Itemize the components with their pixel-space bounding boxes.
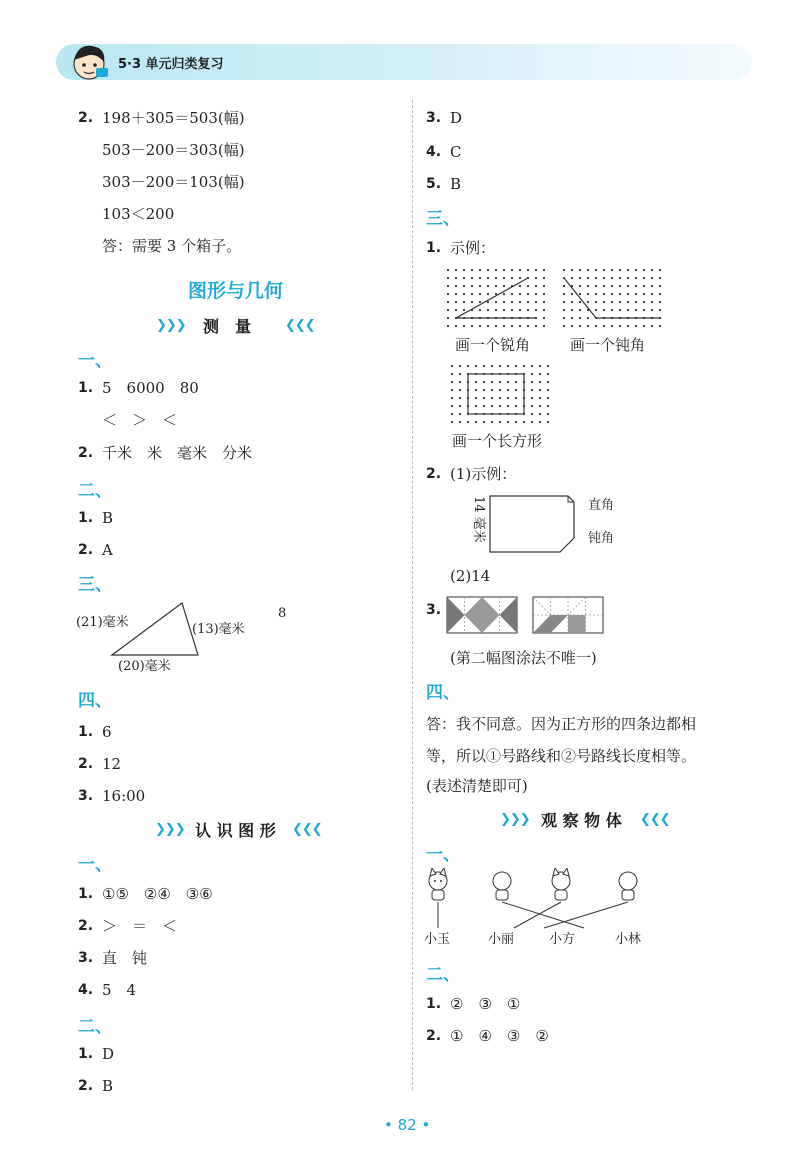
observe-name-2: 小丽 — [488, 932, 515, 947]
s-q2-answer: ＞ ＝ ＜ — [102, 917, 178, 935]
shaded-figure-1 — [446, 596, 518, 634]
s-q3-answer: 直 钝 — [102, 949, 148, 967]
m-q1-answer-b: ＜ ＞ ＜ — [102, 411, 178, 429]
o-q2-answer: ① ④ ③ ② — [450, 1027, 549, 1045]
o-q2-number: 2. — [426, 1028, 442, 1044]
m4-q3-number: 3. — [78, 788, 94, 804]
s-q4-answer: 5 4 — [102, 981, 137, 999]
observe-section-2: 二、 — [426, 965, 460, 985]
s-q4-number: 4. — [78, 982, 94, 998]
cut-rectangle-figure — [488, 494, 578, 556]
triangle-left-label: (21)毫米 — [76, 615, 129, 630]
r-q3-number: 3. — [426, 110, 442, 126]
r3-q1-text: 示例： — [450, 239, 496, 257]
s-q3-number: 3. — [78, 950, 94, 966]
r4-answer-line-1: 答：我不同意。因为正方形的四条边都相 — [426, 715, 697, 733]
m2-q1-answer: B — [102, 509, 114, 527]
measure-section-2: 二、 — [78, 481, 112, 501]
caption-acute-angle: 画一个锐角 — [455, 336, 531, 354]
s-q1-answer: ①⑤ ②④ ③⑥ — [102, 885, 213, 903]
s2-q1-answer: D — [102, 1045, 115, 1063]
dot-grid-obtuse-angle — [560, 266, 664, 330]
q2-line-2: 503－200＝303(幅) — [102, 141, 245, 159]
triangle-right-label: (13)毫米 — [192, 622, 245, 637]
label-side-length: 14 毫米 — [471, 496, 486, 543]
m2-q2-answer: A — [102, 541, 113, 559]
r-q5-answer: B — [450, 175, 462, 193]
q2-line-1: 198＋305＝503(幅) — [102, 109, 245, 127]
right-section-4: 四、 — [426, 683, 460, 703]
arrow-right-icon: ❯❯❯ — [500, 812, 530, 827]
shaded-figure-2 — [532, 596, 604, 634]
r-q4-number: 4. — [426, 144, 442, 160]
m4-q2-number: 2. — [78, 756, 94, 772]
m2-q1-number: 1. — [78, 510, 94, 526]
label-right-angle: 直角 — [588, 498, 615, 513]
character-icons — [429, 868, 637, 900]
m-q2-number: 2. — [78, 445, 94, 461]
m-q1-number: 1. — [78, 380, 94, 396]
label-obtuse-angle: 钝角 — [588, 531, 615, 546]
m4-q2-answer: 12 — [102, 755, 122, 773]
q2-number: 2. — [78, 110, 94, 126]
q2-answer: 答：需要 3 个箱子。 — [102, 237, 242, 255]
o-q1-number: 1. — [426, 996, 442, 1012]
observe-name-1: 小玉 — [424, 932, 451, 947]
s-q1-number: 1. — [78, 886, 94, 902]
caption-rectangle: 画一个长方形 — [452, 432, 543, 450]
m2-q2-number: 2. — [78, 542, 94, 558]
triangle-bottom-label: (20)毫米 — [118, 659, 171, 674]
o-q1-answer: ② ③ ① — [450, 995, 521, 1013]
observe-matching-figure — [424, 868, 654, 930]
shapes-section-2: 二、 — [78, 1017, 112, 1037]
measure-title: 测 量 — [203, 317, 252, 336]
mascot-boy-icon — [66, 38, 112, 84]
page-number: • 82 • — [384, 1116, 431, 1134]
q2-line-4: 103＜200 — [102, 205, 175, 223]
r3-q3-note: (第二幅图涂法不唯一) — [450, 649, 597, 667]
observe-section-1: 一、 — [426, 845, 460, 865]
r3-q3-number: 3. — [426, 602, 442, 618]
observe-name-3: 小方 — [549, 932, 576, 947]
observe-name-4: 小林 — [615, 932, 642, 947]
m4-q1-answer: 6 — [102, 723, 112, 741]
s2-q1-number: 1. — [78, 1046, 94, 1062]
topic-title: 图形与几何 — [188, 280, 284, 302]
r-q3-answer: D — [450, 109, 463, 127]
s2-q2-number: 2. — [78, 1078, 94, 1094]
s2-q2-answer: B — [102, 1077, 114, 1095]
r-q5-number: 5. — [426, 176, 442, 192]
r3-q2-number: 2. — [426, 466, 442, 482]
m-q1-answer-a: 5 6000 80 — [102, 379, 199, 397]
r4-answer-line-3: (表述清楚即可) — [426, 777, 528, 795]
measure-section-1: 一、 — [78, 351, 112, 371]
caption-obtuse-angle: 画一个钝角 — [570, 336, 646, 354]
dot-grid-acute-angle — [444, 266, 548, 330]
dot-grid-rectangle — [448, 362, 552, 426]
m-q2-answer: 千米 米 毫米 分米 — [102, 444, 253, 462]
r3-q1-number: 1. — [426, 240, 442, 256]
measure-section-4: 四、 — [78, 691, 112, 711]
shapes-section-1: 一、 — [78, 855, 112, 875]
r3-q2-text: (1)示例： — [450, 465, 517, 483]
r3-q2-answer-b: (2)14 — [450, 567, 491, 585]
header-title: 5·3 单元归类复习 — [118, 57, 224, 72]
r-q4-answer: C — [450, 143, 462, 161]
right-section-3: 三、 — [426, 209, 460, 229]
arrow-left-icon: ❮❮❮ — [285, 318, 315, 333]
arrow-right-icon: ❯❯❯ — [155, 822, 185, 837]
triangle-note: 8 — [278, 606, 287, 621]
column-divider — [412, 100, 413, 1090]
arrow-left-icon: ❮❮❮ — [292, 822, 322, 837]
r4-answer-line-2: 等，所以①号路线和②号路线长度相等。 — [426, 747, 697, 765]
observe-title: 观 察 物 体 — [541, 811, 622, 830]
arrow-right-icon: ❯❯❯ — [156, 318, 186, 333]
measure-section-3: 三、 — [78, 575, 112, 595]
arrow-left-icon: ❮❮❮ — [640, 812, 670, 827]
q2-line-3: 303－200＝103(幅) — [102, 173, 245, 191]
s-q2-number: 2. — [78, 918, 94, 934]
shapes-title: 认 识 图 形 — [195, 821, 276, 840]
m4-q3-answer: 16:00 — [102, 787, 146, 805]
m4-q1-number: 1. — [78, 724, 94, 740]
